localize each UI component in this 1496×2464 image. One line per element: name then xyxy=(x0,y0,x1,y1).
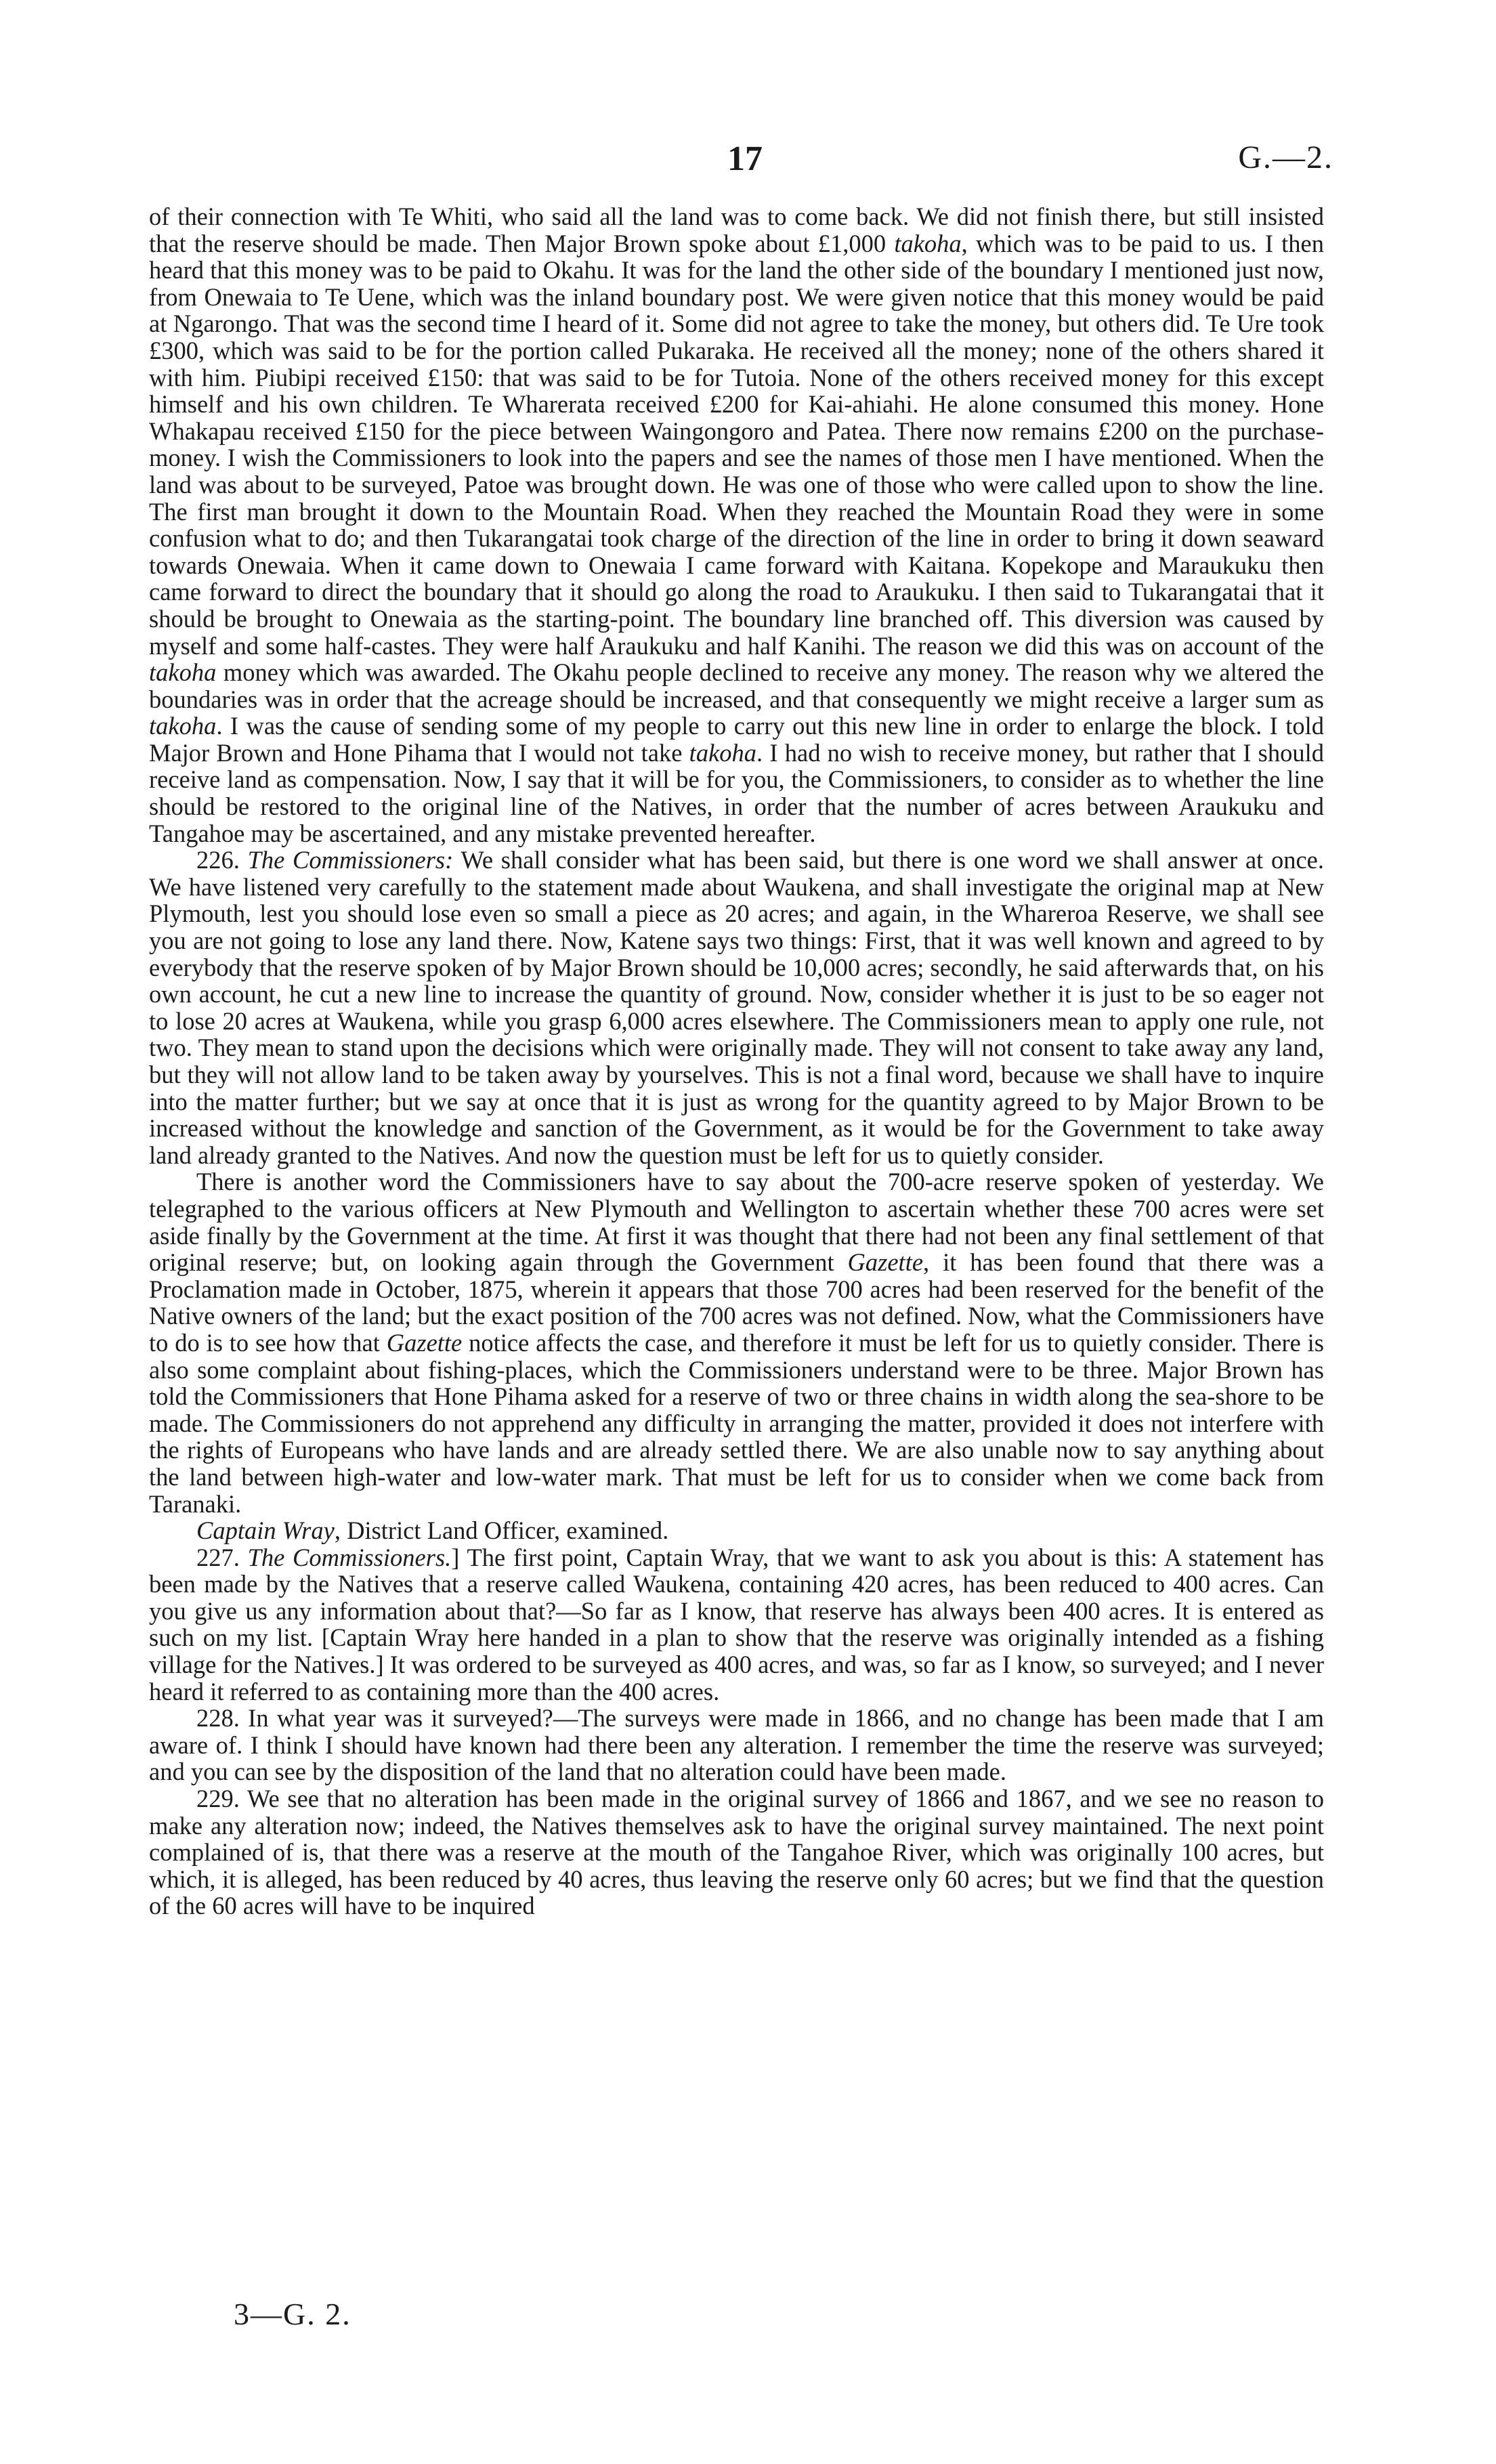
paragraph-text: . I was the cause of sending some of my people to carry out this new line in order to enlarge the block. I told Major Brown and Hone Pihama that I would not take xyxy=(149,712,1324,767)
paragraph-text: of their connection with Te Whiti, who said all the land was to come back. We did not finish there, but still insisted that the reserve should be made. Then Major Brown spoke about £1,000 xyxy=(149,203,1324,257)
paragraph-text: , it has been found that there was a Proclamation made in October, 1875, wherein it appears that those 700 acres had been reserved for the benefit of the Native owners of the land; but the exact position of the 700 acres was not defined. Now, what the Commissioners have to do is to see how that xyxy=(149,1248,1325,1357)
italic-text: The Commissioners. xyxy=(247,1543,452,1571)
paragraph xyxy=(149,1705,1324,1785)
paragraph-text: There is another word the Commissioners have to say about the 700-acre reserve spoken of yesterday. We telegraphed to the various officers at New Plymouth and Wellington to ascertain whether these 700 acres were set aside finally by the Government at the time. At first it was thought that there had not been any final settlement of that original reserve; but, on looking again through the Government xyxy=(149,1168,1324,1277)
italic-text: Gazette xyxy=(847,1248,924,1277)
paragraph-text: 228. In what year was it surveyed?—The surveys were made in 1866, and no change has been made that I am aware of. I think I should have known had there been any alteration. I remember the time the reserve was surveyed; and you can see by the disposition of the land that no alteration could have been made. xyxy=(149,1704,1324,1786)
paragraph-text: money which was awarded. The Okahu people declined to receive any money. The reason why we altered the boundaries was in order that the acreage should be increased, and that consequently we might receive a larger sum as xyxy=(149,658,1324,713)
paragraph-text: 227. xyxy=(196,1543,248,1571)
paragraph-text: 229. We see that no alteration has been made in the original survey of 1866 and 1867, and we see no reason to make any alteration now; indeed, the Natives themselves ask to have the original survey maintained. The next point complained of is, that there was a reserve at the mouth of the Tangahoe River, which was originally 100 acres, but which, it is alleged, has been reduced by 40 acres, thus leaving the reserve only 60 acres; but we find that the question of the 60 acres will have to be inquired xyxy=(149,1785,1324,1920)
italic-text: takoha xyxy=(689,738,757,767)
paragraph xyxy=(149,847,1324,1168)
paragraph xyxy=(149,1785,1324,1919)
paragraph xyxy=(149,1168,1324,1517)
italic-text: takoha xyxy=(894,229,962,257)
paragraph xyxy=(149,203,1324,847)
paragraph xyxy=(149,1517,1324,1544)
paragraph-text: 226. xyxy=(196,846,248,874)
paragraph-text: ] The first point, Captain Wray, that we want to ask you about is this: A statement has been made by the Natives that a reserve called Waukena, containing 420 acres, has been reduced to 400 acres. Can you give us any information about that?—So far as I know, that reserve has always been 400 acres. It is entered as such on my list. [Captain Wray here handed in a plan to show that the reserve was originally intended as a fishing village for the Natives.] It was ordered to be surveyed as 400 acres, and was, so far as I know, so surveyed; and I never heard it referred to as containing more than the 400 acres. xyxy=(149,1543,1324,1705)
paragraph-text: notice affects the case, and therefore it must be left for us to quietly consider. There is also some complaint about fishing-places, which the Commissioners understand were to be three. Major Brown has told the Commissioners that Hone Pihama asked for a reserve of two or three chains in width along the sea-shore to be made. The Commissioners do not apprehend any difficulty in arranging the matter, provided it does not interfere with the rights of Europeans who have lands and are already settled there. We are also unable now to say anything about the land between high-water and low-water mark. That must be left for us to consider when we come back from Taranaki. xyxy=(149,1328,1325,1518)
italic-text: Gazette xyxy=(386,1328,463,1357)
page-number: 17 xyxy=(727,140,763,178)
italic-text: takoha xyxy=(149,658,217,687)
paragraph-text: , which was to be paid to us. I then heard that this money was to be paid to Okahu. It was for the land the other side of the boundary I mentioned just now, from Onewaia to Te Uene, which was the inland boundary post. We were given notice that this money would be paid at Ngarongo. That was the second time I heard of it. Some did not agree to take the money, but others did. Te Ure took £300, which was said to be for the portion called Pukaraka. He received all the money; none of the others shared it with him. Piubipi received £150: that was said to be for Tutoia. None of the others received money for this except himself and his own children. Te Wharerata received £200 for Kai-ahiahi. He alone consumed this money. Hone Whakapau received £150 for the piece between Waingongoro and Patea. There now remains £200 on the purchase-money. I wish the Commissioners to look into the papers and see the names of those men I have mentioned. When the land was about to be surveyed, Patoe was brought down. He was one of those who were called upon to show the line. The first man brought it down to the Mountain Road. When they reached the Mountain Road they were in some confusion what to do; and then Tukarangatai took charge of the direction of the line in order to bring it down seaward towards Onewaia. When it came down to Onewaia I came forward with Kaitana. Kopekope and Maraukuku then came forward to direct the boundary that it should go along the road to Araukuku. I then said to Tukarangatai that it should be brought to Onewaia as the starting-point. The boundary line branched off. This diversion was caused by myself and some half-castes. They were half Araukuku and half Kanihi. The reason we did this was on account of the xyxy=(149,229,1324,660)
italic-text: Captain Wray xyxy=(196,1516,335,1545)
paragraph-text: We shall consider what has been said, but there is one word we shall answer at once. We have listened very carefully to the statement made about Waukena, and shall investigate the original map at New Plymouth, lest you should lose even so small a piece as 20 acres; and again, in the Whareroa Reserve, we shall see you are not going to lose any land there. Now, Katene says two things: First, that it was well known and agreed to by everybody that the reserve spoken of by Major Brown should be 10,000 acres; secondly, he said afterwards that, on his own account, he cut a new line to increase the quantity of ground. Now, consider whether it is just to be so eager not to lose 20 acres at Waukena, while you grasp 6,000 acres elsewhere. The Commissioners mean to apply one rule, not two. They mean to stand upon the decisions which were originally made. They will not consent to take away any land, but they will not allow land to be taken away by yourselves. This is not a final word, because we shall have to inquire into the matter further; but we say at once that it is just as wrong for the quantity agreed to by Major Brown to be increased without the knowledge and sanction of the Government, as it would be for the Government to take away land already granted to the Natives. And now the question must be left for us to quietly consider. xyxy=(149,846,1325,1169)
paragraph-text: . I had no wish to receive money, but rather that I should receive land as compensation. Now, I say that it will be for you, the Commissioners, to consider as to whether the line should be restored to the original line of the Natives, in order that the number of acres between Araukuku and Tangahoe may be ascertained, and any mistake prevented hereafter. xyxy=(149,738,1325,847)
italic-text: takoha xyxy=(149,712,217,740)
italic-text: The Commissioners: xyxy=(247,846,454,874)
signature-mark: 3—G. 2. xyxy=(234,2297,351,2331)
paragraph xyxy=(149,1544,1324,1705)
paragraph-text: , District Land Officer, examined. xyxy=(334,1516,669,1545)
document-reference: G.—2. xyxy=(1238,140,1333,175)
document-body xyxy=(149,203,1324,1919)
